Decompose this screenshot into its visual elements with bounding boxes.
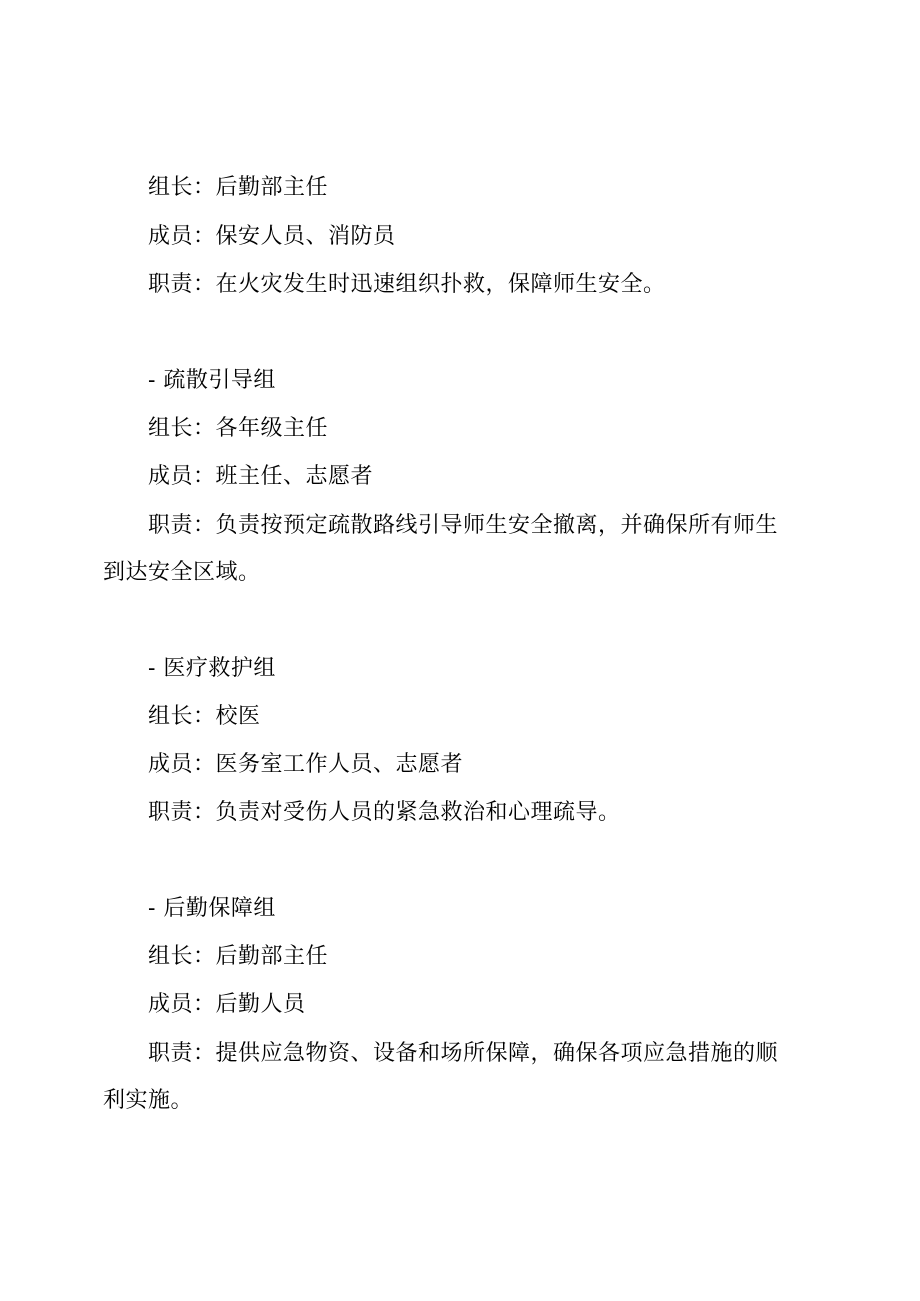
fire-team-leader: 组长：后勤部主任 xyxy=(148,175,329,200)
fire-team-members: 成员：保安人员、消防员 xyxy=(148,224,396,249)
logistics-team-members: 成员：后勤人员 xyxy=(148,992,306,1017)
evacuation-team-duty-line1: 职责：负责按预定疏散路线引导师生安全撤离，并确保所有师生 xyxy=(148,513,779,538)
logistics-team-heading: - 后勤保障组 xyxy=(148,896,276,921)
logistics-team-duty-line2: 利实施。 xyxy=(103,1088,194,1113)
medical-team-duty: 职责：负责对受伤人员的紧急救治和心理疏导。 xyxy=(148,800,621,825)
medical-team-heading: - 医疗救护组 xyxy=(148,656,276,681)
evacuation-team-members: 成员：班主任、志愿者 xyxy=(148,464,374,489)
evacuation-team-heading: - 疏散引导组 xyxy=(148,368,276,393)
medical-team-members: 成员：医务室工作人员、志愿者 xyxy=(148,752,464,777)
logistics-team-duty-line1: 职责：提供应急物资、设备和场所保障，确保各项应急措施的顺 xyxy=(148,1041,779,1066)
fire-team-duty: 职责：在火灾发生时迅速组织扑救，保障师生安全。 xyxy=(148,272,666,297)
medical-team-leader: 组长：校医 xyxy=(148,704,261,729)
logistics-team-leader: 组长：后勤部主任 xyxy=(148,944,329,969)
evacuation-team-leader: 组长：各年级主任 xyxy=(148,416,329,441)
evacuation-team-duty-line2: 到达安全区域。 xyxy=(103,560,261,585)
